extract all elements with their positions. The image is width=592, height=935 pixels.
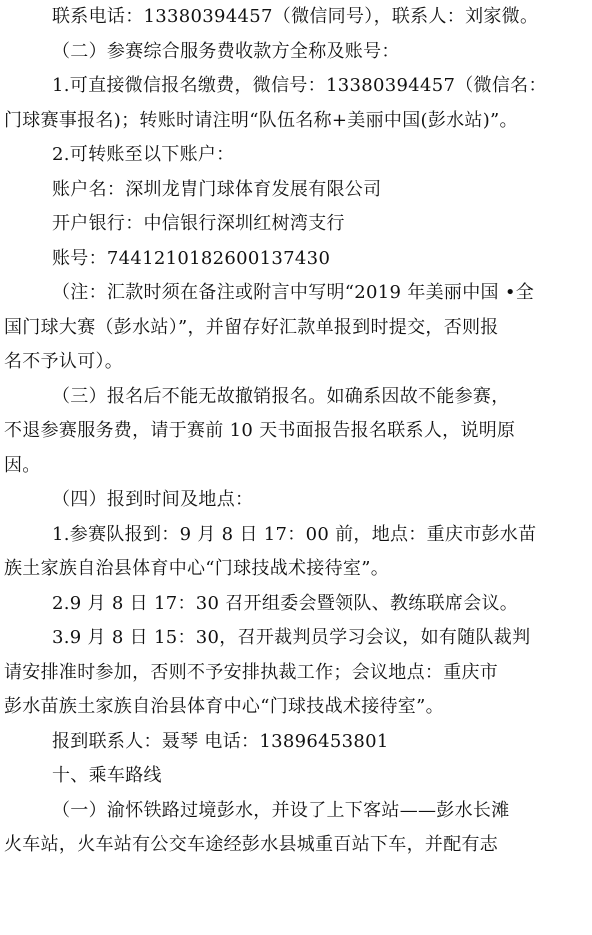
- section-heading-registration: （四）报到时间及地点：: [52, 489, 254, 510]
- contact-phone-line: 联系电话：13380394457（微信同号），联系人：刘家微。: [52, 6, 539, 27]
- registration-contact-line: 报到联系人：聂琴 电话：13896453801: [52, 730, 389, 752]
- wechat-payment-line: 1.可直接微信报名缴费，微信号：13380394457（微信名：: [52, 75, 547, 96]
- withdrawal-line-continued: 不退参赛服务费，请于赛前 10 天书面报告报名联系人，说明原: [4, 420, 516, 441]
- wechat-payment-line-continued: 门球赛事报名)；转账时请注明“队伍名称+美丽中国(彭水站)”。: [4, 109, 518, 131]
- referee-meeting-line: 3.9 月 8 日 15：30，召开裁判员学习会议，如有随队裁判: [52, 627, 531, 648]
- team-registration-line: 1.参赛队报到：9 月 8 日 17：00 前，地点：重庆市彭水苗: [52, 523, 537, 545]
- account-name-line: 账户名：深圳龙胄门球体育发展有限公司: [52, 178, 382, 200]
- railway-route-line-continued: 火车站，火车站有公交车途经彭水县城重百站下车，并配有志: [4, 834, 499, 855]
- remittance-note-line-end: 名不予认可）。: [4, 351, 124, 372]
- account-number-line: 账号：7441210182600137430: [52, 247, 331, 269]
- section-heading-route: 十、乘车路线: [52, 765, 162, 786]
- referee-meeting-line-continued: 请安排准时参加，否则不予安排执裁工作；会议地点：重庆市: [4, 661, 499, 683]
- section-heading-payee: （二）参赛综合服务费收款方全称及账号：: [52, 40, 400, 62]
- referee-meeting-line-end: 彭水苗族土家族自治县体育中心“门球技战术接待室”。: [4, 696, 444, 717]
- section-heading-withdrawal: （三）报名后不能无故撤销报名。如确系因故不能参赛，: [52, 385, 510, 407]
- remittance-note-line: （注：汇款时须在备注或附言中写明“2019 年美丽中国 •全: [52, 282, 535, 303]
- team-registration-line-continued: 族土家族自治县体育中心“门球技战术接待室”。: [4, 558, 390, 579]
- committee-meeting-line: 2.9 月 8 日 17：30 召开组委会暨领队、教练联席会议。: [52, 592, 519, 614]
- bank-transfer-line: 2.可转账至以下账户：: [52, 144, 235, 165]
- railway-route-line: （一）渝怀铁路过境彭水，并设了上下客站——彭水长滩: [52, 799, 510, 821]
- remittance-note-line-continued: 国门球大赛（彭水站）”，并留存好汇款单报到时提交，否则报: [4, 316, 499, 338]
- bank-name-line: 开户银行：中信银行深圳红树湾支行: [52, 213, 345, 234]
- withdrawal-line-end: 因。: [4, 454, 41, 476]
